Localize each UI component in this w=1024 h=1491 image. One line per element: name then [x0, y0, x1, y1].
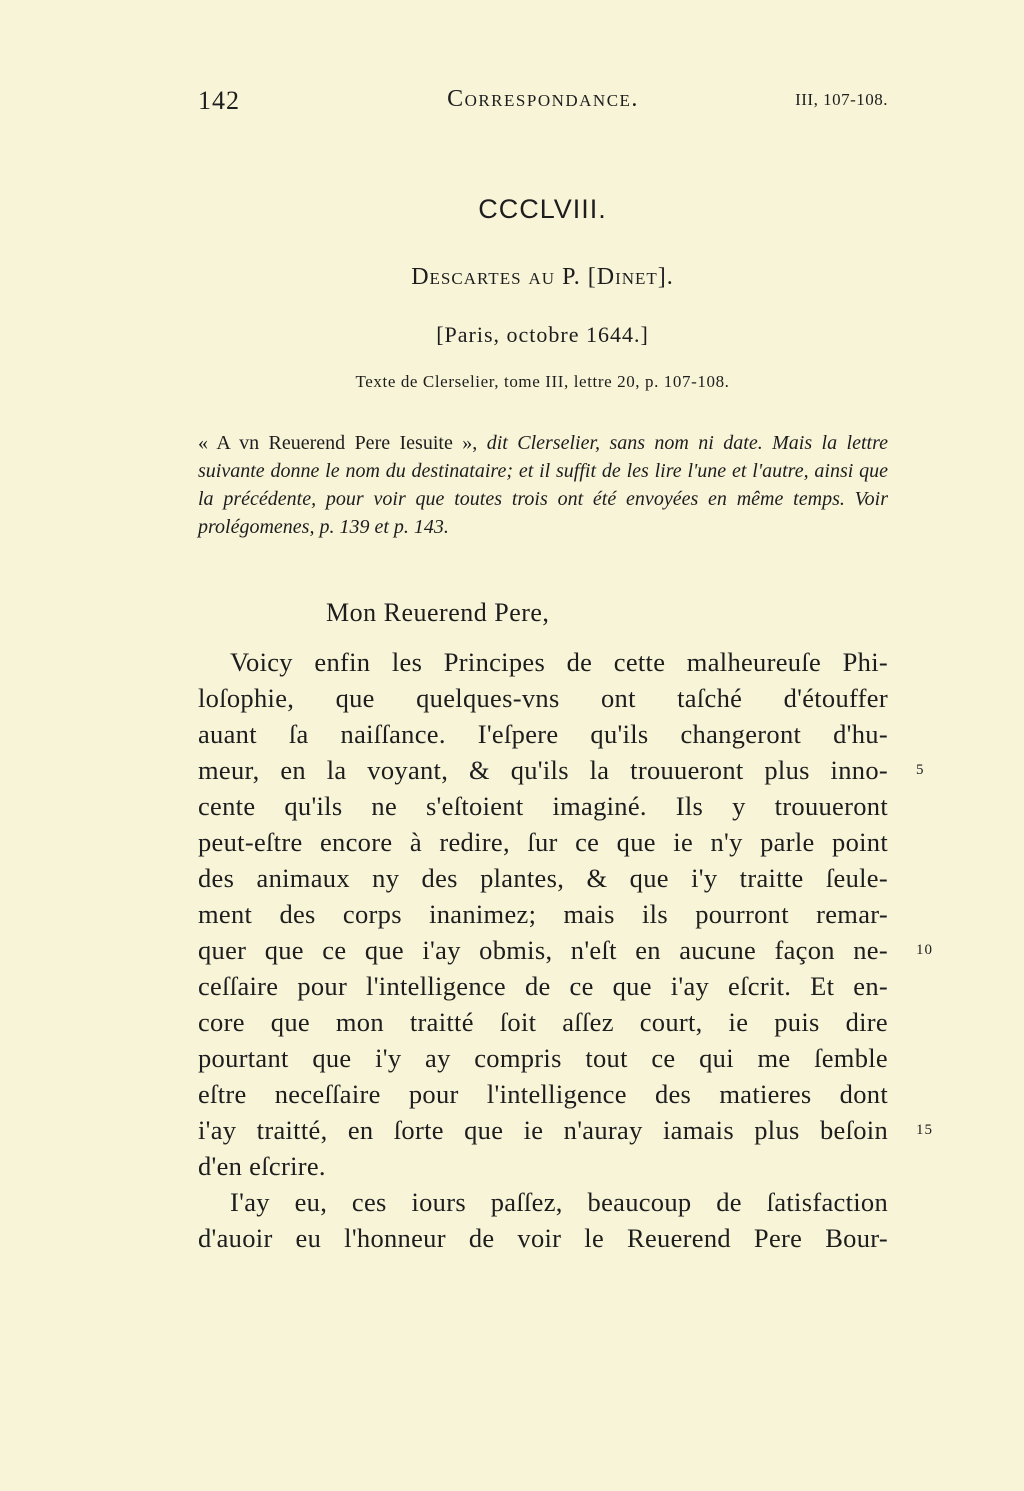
running-head: Correspondance. [447, 86, 639, 112]
body-line: i'ay traitté, en ſorte que ie n'auray iamais plus beſoin [198, 1115, 888, 1145]
body-line: auant ſa naiſſance. I'eſpere qu'ils changeront d'hu- [198, 719, 888, 749]
page-header [198, 86, 888, 122]
line-number: 5 [916, 762, 925, 778]
salutation: Mon Reuerend Pere, [326, 598, 550, 627]
body-line: d'auoir eu l'honneur de voir le Reuerend Pere Bour- [198, 1223, 888, 1253]
body-line: I'ay eu, ces iours paſſez, beaucoup de ſatisfaction [230, 1187, 888, 1217]
letter-date: [Paris, octobre 1644.] [436, 322, 649, 347]
body-line: core que mon traitté ſoit aſſez court, ie puis dire [198, 1007, 888, 1037]
letter-source: Texte de Clerselier, tome III, lettre 20, p. 107-108. [355, 372, 730, 391]
body-line: loſophie, que quelques-vns ont taſché d'étouffer [198, 683, 888, 713]
note-text: dit Clerselier, sans nom ni date. Mais la lettre suivante donne le nom du destinataire; et il suffit de les lire l'une et l'autre, ainsi que la précédente, pour voir que toutes trois ont été envoyées en même temps. Voir prolégomenes, p. 139 et p. 143. [198, 432, 889, 538]
body-line: d'en eſcrire. [198, 1151, 326, 1181]
body-line: des animaux ny des plantes, & que i'y traitte ſeule- [198, 863, 888, 893]
letter-addressee: Descartes au P. [Dinet]. [411, 264, 674, 290]
body-line: meur, en la voyant, & qu'ils la trouueront plus inno- [198, 755, 888, 785]
editorial-note [198, 429, 888, 541]
body-line: Voicy enfin les Principes de cette malheureuſe Phi- [230, 647, 888, 677]
line-number: 10 [916, 942, 933, 958]
body-line: eſtre neceſſaire pour l'intelligence des matieres dont [198, 1079, 888, 1109]
line-number: 15 [916, 1122, 933, 1138]
page-number: 142 [198, 86, 240, 115]
body-line: cente qu'ils ne s'eſtoient imaginé. Ils y trouueront [198, 791, 888, 821]
note-quote: « A vn Reuerend Pere Iesuite », [198, 432, 478, 454]
volume-reference: III, 107-108. [795, 90, 888, 109]
body-line: ceſſaire pour l'intelligence de ce que i'ay eſcrit. Et en- [198, 971, 888, 1001]
body-line: peut-eſtre encore à redire, ſur ce que ie n'y parle point [198, 827, 888, 857]
body-line: pourtant que i'y ay compris tout ce qui me ſemble [198, 1043, 888, 1073]
letter-number: CCCLVIII. [478, 194, 607, 224]
body-line: ment des corps inanimez; mais ils pourront remar- [198, 899, 888, 929]
body-line: quer que ce que i'ay obmis, n'eſt en aucune façon ne- [198, 935, 888, 965]
